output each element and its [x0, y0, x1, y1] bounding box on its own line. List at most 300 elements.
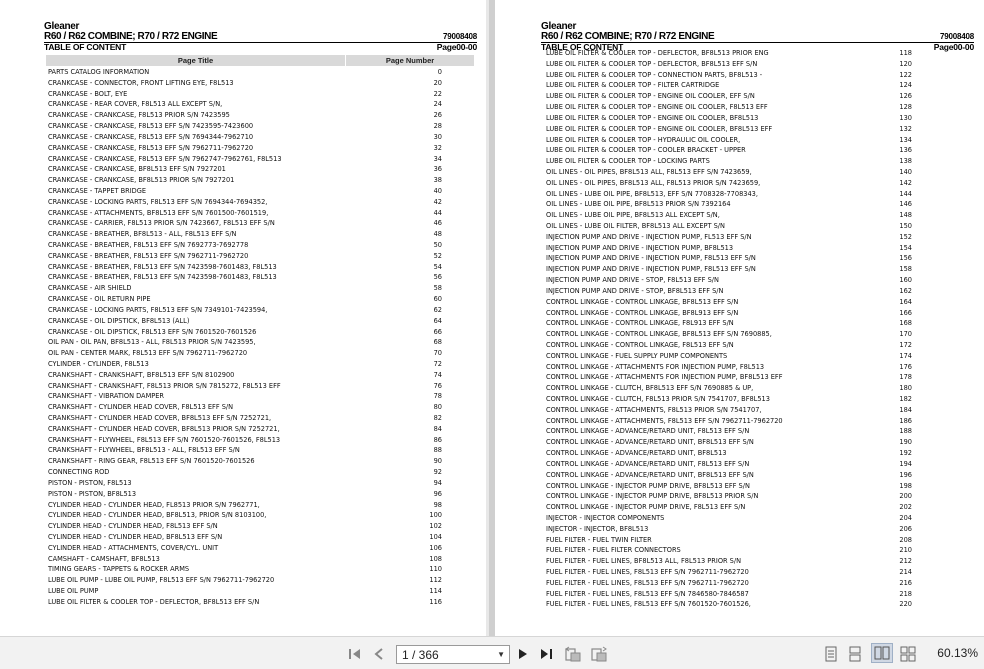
table-row[interactable]: [46, 78, 474, 89]
row-title: CRANKCASE - OIL DIPSTICK, BF8L513 (ALL): [48, 316, 190, 325]
table-row[interactable]: [46, 251, 474, 262]
table-row[interactable]: [544, 578, 916, 589]
table-row[interactable]: [544, 502, 916, 513]
row-title: CONTROL LINKAGE - FUEL SUPPLY PUMP COMPONENTS: [546, 351, 728, 360]
row-title: CYLINDER HEAD - CYLINDER HEAD, F8L513 EFF S/N: [48, 522, 218, 531]
table-row[interactable]: [46, 294, 474, 305]
table-row[interactable]: [544, 48, 916, 59]
table-row[interactable]: [544, 145, 916, 156]
row-title: PISTON - PISTON, F8L513: [48, 478, 132, 487]
row-page-number: 122: [899, 70, 912, 79]
row-page-number: 164: [899, 297, 912, 306]
row-title: CRANKCASE - CRANKCASE, BF8L513 EFF S/N 7927201: [48, 165, 226, 174]
table-row[interactable]: [46, 262, 474, 273]
row-page-number: 202: [899, 503, 912, 512]
table-row[interactable]: [544, 481, 916, 492]
row-title: FUEL FILTER - FUEL LINES, F8L513 EFF S/N 7601520-7601526,: [546, 600, 751, 609]
column-header-title: Page Title: [46, 55, 346, 66]
row-title: CONTROL LINKAGE - ADVANCE/RETARD UNIT, BF8L513: [546, 449, 727, 458]
rotate-right-icon[interactable]: [589, 637, 609, 669]
brand-name: Gleaner: [541, 21, 577, 32]
row-title: CONTROL LINKAGE - CONTROL LINKAGE, BF8L513 EFF S/N: [546, 297, 739, 306]
document-title: R60 / R62 COMBINE; R70 / R72 ENGINE: [44, 31, 218, 42]
row-page-number: 0: [437, 68, 442, 76]
table-row[interactable]: [46, 391, 474, 402]
row-title: CRANKSHAFT - CRANKSHAFT, BF8L513 EFF S/N 8102900: [48, 370, 235, 379]
row-page-number: 162: [899, 286, 912, 295]
row-title: CONTROL LINKAGE - CONTROL LINKAGE, F8L913 EFF S/N: [546, 319, 734, 328]
table-row[interactable]: [46, 154, 474, 165]
row-page-number: 210: [899, 546, 912, 555]
row-title: INJECTION PUMP AND DRIVE - STOP, BF8L513 EFF S/N: [546, 286, 724, 295]
row-page-number: 48: [433, 230, 442, 239]
row-title: LUBE OIL PUMP: [48, 587, 99, 595]
row-title: CRANKCASE - CRANKCASE, F8L513 EFF S/N 7962711-7962720: [48, 143, 254, 152]
row-title: OIL LINES - LUBE OIL FILTER, BF8L513 ALL EXCEPT S/N: [546, 222, 725, 230]
row-page-number: 90: [433, 457, 442, 466]
pdf-toolbar: [0, 636, 984, 669]
row-page-number: 196: [899, 470, 912, 479]
row-title: CONNECTING ROD: [48, 468, 110, 477]
table-row[interactable]: [46, 521, 474, 532]
row-page-number: 20: [433, 78, 442, 87]
row-title: TIMING GEARS - TAPPETS & ROCKER ARMS: [48, 565, 190, 574]
row-page-number: 44: [433, 208, 442, 217]
row-title: CONTROL LINKAGE - ATTACHMENTS FOR INJECTION PUMP, BF8L513 EFF: [546, 373, 783, 382]
toc-table-right: [544, 48, 916, 610]
table-row[interactable]: [544, 448, 916, 459]
row-title: INJECTOR - INJECTOR COMPONENTS: [546, 513, 665, 522]
row-title: CONTROL LINKAGE - CLUTCH, F8L513 PRIOR S/N 7541707, BF8L513: [546, 395, 770, 403]
prev-page-icon[interactable]: [370, 637, 388, 669]
table-row[interactable]: [544, 135, 916, 146]
toc-table-left: [46, 67, 474, 608]
section-title: TABLE OF CONTENT: [44, 42, 127, 52]
table-row[interactable]: [46, 413, 474, 424]
row-title: CRANKSHAFT - RING GEAR, F8L513 EFF S/N 7601520-7601526: [48, 457, 255, 466]
row-title: CRANKCASE - LOCKING PARTS, F8L513 EFF S/N 7349101-7423594,: [48, 305, 268, 314]
row-page-number: 100: [429, 511, 442, 520]
table-row[interactable]: [544, 232, 916, 243]
row-page-number: 200: [899, 492, 912, 501]
row-page-number: 142: [899, 178, 912, 187]
table-row[interactable]: [46, 532, 474, 543]
table-row[interactable]: [544, 199, 916, 210]
table-row[interactable]: [544, 297, 916, 308]
table-row[interactable]: [46, 110, 474, 121]
row-page-number: 114: [429, 587, 442, 595]
row-page-number: 168: [899, 319, 912, 328]
row-title: CRANKCASE - AIR SHIELD: [48, 284, 132, 293]
table-row[interactable]: [46, 554, 474, 565]
table-row[interactable]: [46, 164, 474, 175]
table-row[interactable]: [46, 456, 474, 467]
single-page-view-icon[interactable]: [822, 637, 840, 669]
row-title: LUBE OIL FILTER & COOLER TOP - LOCKING PARTS: [546, 157, 710, 166]
row-page-number: 130: [899, 113, 912, 122]
row-title: OIL LINES - LUBE OIL PIPE, BF8L513, EFF S/N 7708328-7708343,: [546, 189, 758, 198]
row-page-number: 120: [899, 59, 912, 68]
row-title: CONTROL LINKAGE - CONTROL LINKAGE, F8L513 EFF S/N: [546, 340, 734, 349]
table-row[interactable]: [544, 416, 916, 427]
two-page-continuous-icon[interactable]: [898, 637, 918, 669]
table-row[interactable]: [46, 564, 474, 575]
row-title: CONTROL LINKAGE - ADVANCE/RETARD UNIT, BF8L513 EFF S/N: [546, 470, 754, 479]
row-title: CONTROL LINKAGE - INJECTOR PUMP DRIVE, F8L513 EFF S/N: [546, 503, 746, 512]
table-row[interactable]: [544, 70, 916, 81]
row-title: CRANKCASE - OIL RETURN PIPE: [48, 295, 151, 304]
table-row[interactable]: [46, 197, 474, 208]
row-title: CONTROL LINKAGE - CONTROL LINKAGE, BF8L513 EFF S/N 7690885,: [546, 330, 772, 339]
table-row[interactable]: [46, 218, 474, 229]
row-page-number: 68: [433, 338, 442, 347]
row-page-number: 156: [899, 254, 912, 263]
row-page-number: 92: [433, 468, 442, 477]
row-page-number: 106: [429, 543, 442, 552]
row-title: LUBE OIL FILTER & COOLER TOP - DEFLECTOR, BF8L513 EFF S/N: [48, 597, 260, 606]
row-title: INJECTION PUMP AND DRIVE - INJECTION PUMP, F8L513 EFF S/N: [546, 265, 756, 274]
table-row[interactable]: [544, 351, 916, 362]
table-row[interactable]: [544, 599, 916, 610]
row-title: CRANKCASE - CRANKCASE, F8L513 EFF S/N 7962747-7962761, F8L513: [48, 154, 282, 163]
table-row[interactable]: [544, 102, 916, 113]
table-row[interactable]: [544, 124, 916, 135]
row-title: CAMSHAFT - CAMSHAFT, BF8L513: [48, 554, 160, 563]
row-title: OIL PAN - OIL PAN, BF8L513 - ALL, F8L513 PRIOR S/N 7423595,: [48, 338, 256, 347]
row-page-number: 166: [899, 308, 912, 317]
table-row[interactable]: [544, 308, 916, 319]
table-row[interactable]: [46, 489, 474, 500]
row-page-number: 126: [899, 92, 912, 101]
table-row[interactable]: [544, 318, 916, 329]
row-page-number: 140: [899, 167, 912, 176]
table-row[interactable]: [46, 500, 474, 511]
row-title: FUEL FILTER - FUEL LINES, F8L513 EFF S/N 7962711-7962720: [546, 578, 749, 587]
table-row[interactable]: [544, 80, 916, 91]
row-title: CRANKCASE - CRANKCASE, F8L513 EFF S/N 7423595-7423600: [48, 122, 254, 131]
table-row[interactable]: [46, 597, 474, 608]
row-page-number: 176: [899, 362, 912, 371]
table-row[interactable]: [46, 467, 474, 478]
table-row[interactable]: [544, 59, 916, 70]
table-row[interactable]: [46, 424, 474, 435]
table-header: [46, 55, 474, 66]
table-row[interactable]: [46, 240, 474, 251]
row-page-number: 96: [433, 489, 442, 498]
row-page-number: 110: [429, 565, 442, 574]
chevron-down-icon[interactable]: ▼: [497, 650, 505, 659]
row-title: CRANKCASE - CONNECTOR, FRONT LIFTING EYE, F8L513: [48, 78, 234, 87]
row-title: LUBE OIL FILTER & COOLER TOP - FILTER CARTRIDGE: [546, 81, 720, 90]
row-title: CONTROL LINKAGE - ATTACHMENTS, F8L513 PRIOR S/N 7541707,: [546, 405, 762, 414]
row-page-number: 98: [433, 500, 442, 509]
page-number-value: 1 / 366: [402, 647, 439, 662]
row-page-number: 204: [899, 513, 912, 522]
table-row[interactable]: [46, 478, 474, 489]
row-page-number: 26: [433, 111, 442, 120]
row-title: PARTS CATALOG INFORMATION: [48, 68, 150, 76]
row-page-number: 184: [899, 405, 912, 414]
row-page-number: 28: [433, 122, 442, 131]
table-row[interactable]: [46, 445, 474, 456]
row-title: CRANKSHAFT - VIBRATION DAMPER: [48, 392, 164, 401]
row-page-number: 138: [899, 157, 912, 166]
table-row[interactable]: [46, 175, 474, 186]
row-title: CRANKCASE - CRANKCASE, F8L513 EFF S/N 7694344-7962710: [48, 132, 254, 141]
two-page-view-icon[interactable]: [871, 643, 893, 663]
row-title: FUEL FILTER - FUEL LINES, F8L513 EFF S/N 7846580-7846587: [546, 589, 749, 598]
row-page-number: 194: [899, 459, 912, 468]
row-page-number: 216: [899, 578, 912, 587]
row-title: FUEL FILTER - FUEL TWIN FILTER: [546, 535, 652, 544]
row-title: CRANKCASE - BREATHER, F8L513 EFF S/N 7692773-7692778: [48, 241, 249, 249]
row-page-number: 50: [433, 241, 442, 249]
row-page-number: 38: [433, 176, 442, 185]
page-edge: [486, 0, 489, 636]
row-title: FUEL FILTER - FUEL LINES, F8L513 EFF S/N 7962711-7962720: [546, 568, 749, 576]
table-row[interactable]: [46, 543, 474, 554]
row-title: CRANKCASE - BREATHER, F8L513 EFF S/N 7423598-7601483, F8L513: [48, 273, 277, 282]
table-row[interactable]: [544, 189, 916, 200]
table-row[interactable]: [544, 91, 916, 102]
row-title: CRANKCASE - TAPPET BRIDGE: [48, 186, 147, 195]
row-page-number: 150: [899, 222, 912, 230]
table-row[interactable]: [544, 286, 916, 297]
table-row[interactable]: [544, 210, 916, 221]
row-page-number: 112: [429, 576, 442, 585]
table-row[interactable]: [544, 535, 916, 546]
row-title: CONTROL LINKAGE - ATTACHMENTS, F8L513 EFF S/N 7962711-7962720: [546, 416, 783, 425]
column-header-page: Page Number: [385, 56, 435, 65]
table-row[interactable]: [46, 305, 474, 316]
row-title: CRANKSHAFT - CYLINDER HEAD COVER, BF8L513 PRIOR S/N 7252721,: [48, 424, 280, 433]
table-row[interactable]: [544, 556, 916, 567]
table-row[interactable]: [46, 186, 474, 197]
row-page-number: 178: [899, 373, 912, 382]
table-row[interactable]: [544, 545, 916, 556]
next-page-icon[interactable]: [514, 637, 532, 669]
table-row[interactable]: [544, 178, 916, 189]
row-title: CRANKCASE - CARRIER, F8L513 PRIOR S/N 7423667, F8L513 EFF S/N: [48, 219, 275, 228]
row-page-number: 190: [899, 438, 912, 447]
row-title: CONTROL LINKAGE - INJECTOR PUMP DRIVE, BF8L513 PRIOR S/N: [546, 492, 759, 501]
row-title: OIL LINES - LUBE OIL PIPE, BF8L513 PRIOR S/N 7392164: [546, 200, 731, 209]
table-row[interactable]: [46, 381, 474, 392]
table-row[interactable]: [46, 586, 474, 597]
table-row[interactable]: [46, 435, 474, 446]
row-page-number: 170: [899, 330, 912, 339]
row-page-number: 148: [899, 211, 912, 220]
table-row[interactable]: [46, 402, 474, 413]
row-page-number: 108: [429, 554, 442, 563]
table-row[interactable]: [46, 327, 474, 338]
table-row[interactable]: [46, 229, 474, 240]
row-page-number: 58: [433, 284, 442, 293]
table-row[interactable]: [46, 283, 474, 294]
row-title: LUBE OIL FILTER & COOLER TOP - DEFLECTOR, BF8L513 EFF S/N: [546, 59, 758, 68]
row-page-number: 118: [899, 49, 912, 57]
row-page-number: 62: [433, 305, 442, 314]
row-title: INJECTION PUMP AND DRIVE - STOP, F8L513 EFF S/N: [546, 276, 719, 285]
table-row[interactable]: [544, 372, 916, 383]
row-page-number: 74: [433, 370, 442, 379]
row-title: CONTROL LINKAGE - CONTROL LINKAGE, BF8L913 EFF S/N: [546, 308, 739, 317]
row-title: OIL LINES - OIL PIPES, BF8L513 ALL, F8L513 PRIOR S/N 7423659,: [546, 178, 761, 187]
row-page-number: 158: [899, 265, 912, 274]
row-page-number: 132: [899, 124, 912, 133]
row-page-number: 192: [899, 449, 912, 458]
row-title: INJECTOR - INJECTOR, BF8L513: [546, 524, 649, 533]
row-page-number: 218: [899, 589, 912, 598]
table-row[interactable]: [544, 340, 916, 351]
row-title: CRANKCASE - BREATHER, F8L513 EFF S/N 7423598-7601483, F8L513: [48, 262, 277, 271]
table-row[interactable]: [46, 99, 474, 110]
table-row[interactable]: [544, 459, 916, 470]
row-page-number: 198: [899, 481, 912, 490]
row-page-number: 32: [433, 143, 442, 152]
table-row[interactable]: [544, 243, 916, 254]
table-row[interactable]: [544, 167, 916, 178]
table-row[interactable]: [46, 348, 474, 359]
table-row[interactable]: [46, 510, 474, 521]
row-page-number: 172: [899, 340, 912, 349]
row-title: LUBE OIL FILTER & COOLER TOP - ENGINE OIL COOLER, BF8L513 EFF: [546, 124, 773, 133]
row-title: CRANKCASE - BOLT, EYE: [48, 89, 128, 98]
table-row[interactable]: [544, 405, 916, 416]
table-row[interactable]: [544, 589, 916, 600]
row-title: INJECTION PUMP AND DRIVE - INJECTION PUMP, F8L513 EFF S/N: [546, 254, 756, 263]
table-row[interactable]: [544, 426, 916, 437]
table-row[interactable]: [544, 221, 916, 232]
row-title: CRANKSHAFT - CYLINDER HEAD COVER, BF8L513 EFF S/N 7252721,: [48, 414, 272, 422]
row-title: PISTON - PISTON, BF8L513: [48, 489, 137, 498]
row-page-number: 124: [899, 81, 912, 90]
row-title: LUBE OIL FILTER & COOLER TOP - HYDRAULIC OIL COOLER,: [546, 135, 741, 144]
page-label: Page00-00: [436, 42, 477, 52]
zoom-level[interactable]: 60.13%: [937, 646, 978, 660]
document-number: 79008408: [443, 32, 477, 41]
last-page-icon[interactable]: [538, 637, 556, 669]
row-page-number: 206: [899, 524, 912, 533]
page-number-input[interactable]: [396, 645, 510, 664]
row-page-number: 72: [433, 359, 442, 368]
row-title: CRANKCASE - REAR COVER, F8L513 ALL EXCEPT S/N,: [48, 100, 223, 109]
row-page-number: 56: [433, 273, 442, 282]
row-page-number: 64: [433, 316, 442, 325]
row-page-number: 94: [433, 478, 442, 487]
table-row[interactable]: [46, 316, 474, 327]
row-page-number: 182: [899, 395, 912, 403]
row-page-number: 22: [433, 89, 442, 98]
row-page-number: 34: [433, 154, 442, 163]
row-page-number: 86: [433, 435, 442, 444]
row-title: OIL LINES - OIL PIPES, BF8L513 ALL, F8L513 EFF S/N 7423659,: [546, 167, 752, 176]
table-row[interactable]: [46, 337, 474, 348]
table-row[interactable]: [544, 156, 916, 167]
row-title: OIL LINES - LUBE OIL PIPE, BF8L513 ALL EXCEPT S/N,: [546, 211, 720, 220]
row-page-number: 136: [899, 146, 912, 155]
row-page-number: 152: [899, 232, 912, 241]
row-page-number: 88: [433, 446, 442, 455]
continuous-view-icon[interactable]: [846, 637, 864, 669]
row-title: CYLINDER HEAD - ATTACHMENTS, COVER/CYL. UNIT: [48, 543, 219, 552]
table-row[interactable]: [46, 272, 474, 283]
row-page-number: 82: [433, 414, 442, 422]
row-title: CYLINDER HEAD - CYLINDER HEAD, BF8L513 EFF S/N: [48, 532, 223, 541]
row-page-number: 24: [433, 100, 442, 109]
row-page-number: 40: [433, 186, 442, 195]
row-page-number: 52: [433, 251, 442, 260]
table-row[interactable]: [46, 143, 474, 154]
table-row[interactable]: [544, 394, 916, 405]
row-title: CONTROL LINKAGE - CLUTCH, BF8L513 EFF S/N 7690885 & UP,: [546, 384, 754, 393]
row-page-number: 80: [433, 403, 442, 412]
table-row[interactable]: [46, 67, 474, 78]
row-page-number: 146: [899, 200, 912, 209]
table-row[interactable]: [46, 132, 474, 143]
row-title: LUBE OIL FILTER & COOLER TOP - DEFLECTOR, BF8L513 PRIOR ENG: [546, 49, 769, 57]
row-page-number: 76: [433, 381, 442, 390]
table-row[interactable]: [46, 370, 474, 381]
row-title: CRANKSHAFT - CYLINDER HEAD COVER, F8L513 EFF S/N: [48, 403, 234, 412]
table-row[interactable]: [544, 567, 916, 578]
table-row[interactable]: [544, 362, 916, 373]
document-number: 79008408: [940, 32, 974, 41]
row-title: CRANKCASE - CRANKCASE, BF8L513 PRIOR S/N 7927201: [48, 176, 235, 185]
table-row[interactable]: [46, 121, 474, 132]
row-title: FUEL FILTER - FUEL LINES, BF8L513 ALL, F8L513 PRIOR S/N: [546, 557, 742, 566]
table-row[interactable]: [544, 524, 916, 535]
row-title: LUBE OIL FILTER & COOLER TOP - CONNECTION PARTS, BF8L513 -: [546, 70, 763, 79]
row-page-number: 134: [899, 135, 912, 144]
row-page-number: 208: [899, 535, 912, 544]
row-page-number: 212: [899, 557, 912, 566]
row-title: INJECTION PUMP AND DRIVE - INJECTION PUMP, FL513 EFF S/N: [546, 232, 752, 241]
row-page-number: 116: [429, 597, 442, 606]
row-page-number: 84: [433, 424, 442, 433]
table-row[interactable]: [46, 89, 474, 100]
row-title: CRANKSHAFT - CRANKSHAFT, F8L513 PRIOR S/N 7815272, F8L513 EFF: [48, 381, 281, 390]
row-title: CRANKCASE - OIL DIPSTICK, F8L513 EFF S/N 7601520-7601526: [48, 327, 257, 336]
row-title: CYLINDER HEAD - CYLINDER HEAD, BF8L513, PRIOR S/N 8103100,: [48, 511, 267, 520]
table-row[interactable]: [544, 264, 916, 275]
row-title: LUBE OIL PUMP - LUBE OIL PUMP, F8L513 EFF S/N 7962711-7962720: [48, 576, 275, 585]
table-row[interactable]: [46, 359, 474, 370]
table-row[interactable]: [544, 253, 916, 264]
row-page-number: 46: [433, 219, 442, 228]
table-row[interactable]: [544, 275, 916, 286]
table-row[interactable]: [544, 383, 916, 394]
table-row[interactable]: [544, 470, 916, 481]
table-row[interactable]: [544, 329, 916, 340]
row-page-number: 144: [899, 189, 912, 198]
rotate-left-icon[interactable]: [563, 637, 583, 669]
table-row[interactable]: [46, 575, 474, 586]
row-title: CRANKCASE - LOCKING PARTS, F8L513 EFF S/N 7694344-7694352,: [48, 197, 268, 206]
row-page-number: 102: [429, 522, 442, 531]
table-row[interactable]: [46, 208, 474, 219]
row-page-number: 160: [899, 276, 912, 285]
first-page-icon[interactable]: [346, 637, 364, 669]
table-row[interactable]: [544, 513, 916, 524]
row-title: LUBE OIL FILTER & COOLER TOP - ENGINE OIL COOLER, F8L513 EFF: [546, 103, 768, 112]
row-title: CONTROL LINKAGE - ADVANCE/RETARD UNIT, BF8L513 EFF S/N: [546, 438, 754, 447]
table-row[interactable]: [544, 113, 916, 124]
row-page-number: 186: [899, 416, 912, 425]
table-row[interactable]: [544, 437, 916, 448]
table-row[interactable]: [544, 491, 916, 502]
row-page-number: 60: [433, 295, 442, 304]
